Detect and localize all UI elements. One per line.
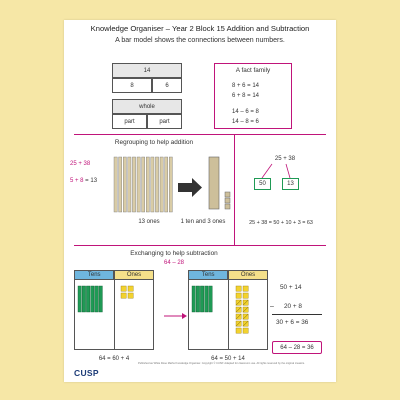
bar-part-1: part [112, 114, 147, 129]
fact-3: 14 – 6 = 8 [232, 109, 259, 115]
bar-total: 14 [112, 63, 182, 78]
column-subtrahend: 20 + 8 [284, 303, 302, 310]
bar-part-a: 8 [112, 78, 152, 93]
answer-box [272, 341, 322, 354]
ones-cube-icon [243, 293, 248, 298]
partition-left-value: 50 [259, 181, 266, 187]
ones-cube-icon [236, 293, 241, 298]
tens-rod-icon [99, 286, 102, 312]
left-ones-cubes [121, 286, 133, 298]
partition-right-value: 13 [287, 181, 294, 187]
tens-rod-icon [86, 286, 89, 312]
ones-cube-icon [128, 286, 133, 291]
tens-rod-icon [78, 286, 81, 312]
ones-cube-icon [121, 286, 126, 291]
fact-2: 6 + 8 = 14 [232, 93, 260, 99]
right-ones-cubes [236, 286, 248, 333]
bar-part-b: 6 [152, 78, 182, 93]
ones-sum-part: 5 + 8 [70, 178, 84, 184]
base-ten-blocks [64, 20, 336, 382]
exchanging-problem: 64 – 28 [163, 260, 185, 266]
bar-part-2: part [147, 114, 182, 129]
fact-4: 14 – 8 = 6 [232, 119, 259, 125]
left-caption: 64 = 60 + 4 [98, 356, 130, 362]
tens-header-left: Tens [74, 270, 114, 280]
exchange-arrow-head-icon [182, 313, 187, 319]
partition-sum: 25 + 38 [274, 156, 296, 162]
ones-header-left: Ones [114, 270, 154, 280]
tens-rod-icon [196, 286, 199, 312]
column-result: 30 + 6 = 36 [276, 319, 309, 326]
cusp-logo: CUSP [74, 368, 99, 378]
tens-rod-icon [91, 286, 94, 312]
page-subtitle: A bar model shows the connections between numbers. [115, 37, 285, 44]
regrouping-sum: 25 + 38 [70, 161, 91, 167]
regrouping-heading: Regrouping to help addition [114, 139, 194, 146]
ones-cube-icon [121, 293, 126, 298]
answer-text: 64 – 28 = 36 [280, 344, 314, 351]
partition-equation: 25 + 38 = 50 + 10 + 3 = 63 [249, 220, 313, 226]
ones-sum-result: = 13 [83, 178, 98, 184]
tens-rod-icon [192, 286, 195, 312]
ones-caption: 13 ones [138, 219, 160, 225]
column-top: 50 + 14 [280, 284, 302, 291]
right-tens-rods [192, 286, 212, 312]
column-minus: – [270, 303, 274, 310]
ones-header-right: Ones [228, 270, 268, 280]
ones-cube-icon [243, 286, 248, 291]
ones-cube-icon [243, 328, 248, 333]
ones-cube-icon [128, 293, 133, 298]
tens-header-right: Tens [188, 270, 228, 280]
fact-family-heading: A fact family [235, 67, 271, 74]
result-caption: 1 ten and 3 ones [180, 219, 226, 225]
tens-rod-icon [95, 286, 98, 312]
worksheet-page [64, 20, 336, 382]
column-rule [272, 314, 322, 315]
tens-rod-icon [205, 286, 208, 312]
ones-cube-icon [236, 328, 241, 333]
bar-whole: whole [112, 99, 182, 114]
ones-cube-icon [236, 286, 241, 291]
footer-text: Published as White Rose Maths Knowledge Organiser. Copyright © CUSP. Adapted for classroom use. All rights reserved by the original creators. [138, 362, 305, 365]
tens-rod-icon [82, 286, 85, 312]
tens-rod-icon [200, 286, 203, 312]
fact-1: 8 + 6 = 14 [232, 83, 260, 89]
right-caption: 64 = 50 + 14 [211, 356, 245, 362]
left-tens-rods [78, 286, 102, 312]
tens-rod-icon [209, 286, 212, 312]
page-title: Knowledge Organiser – Year 2 Block 15 Addition and Subtraction [90, 24, 310, 33]
exchanging-heading: Exchanging to help subtraction [130, 250, 218, 257]
